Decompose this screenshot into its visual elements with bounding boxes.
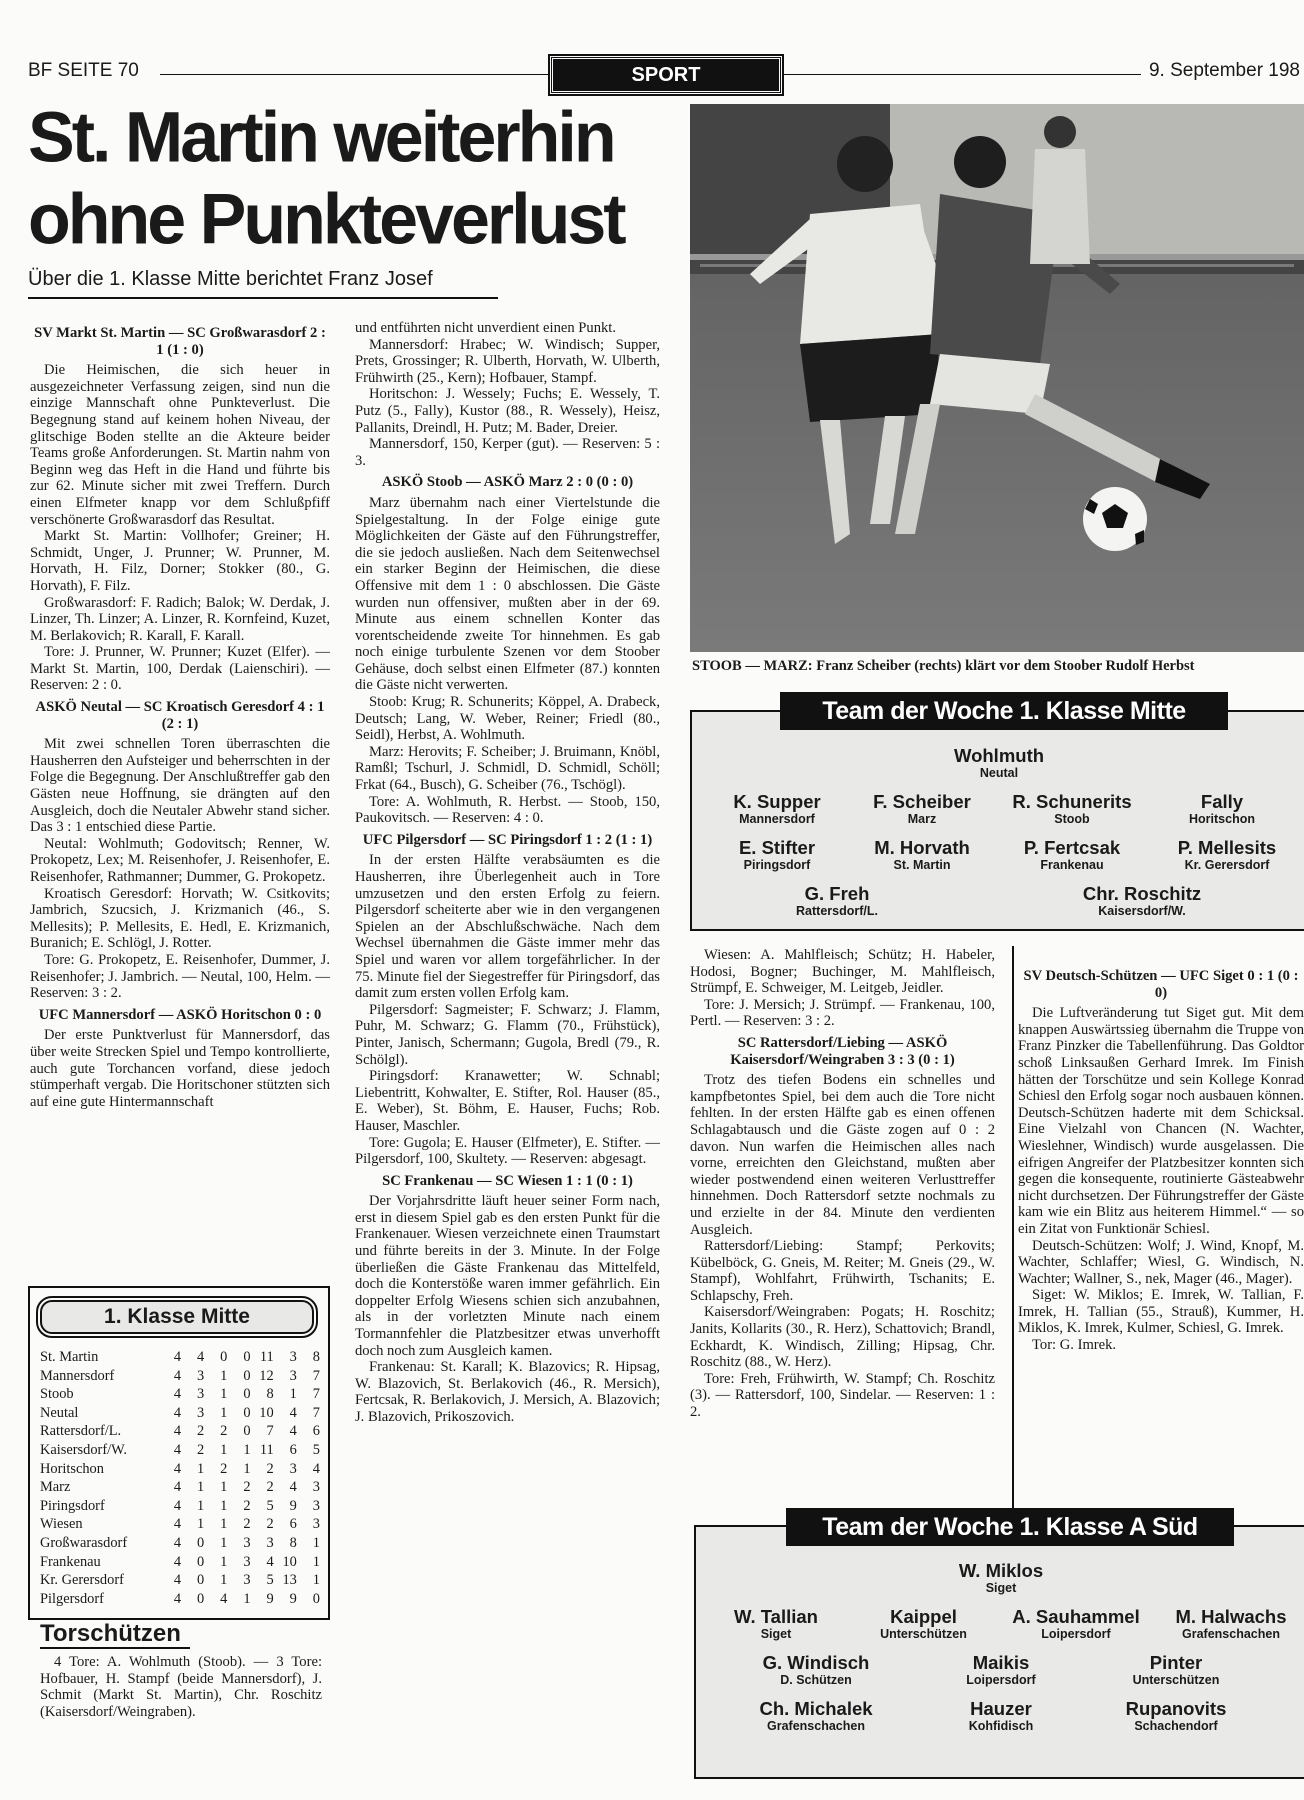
table-stat: 2: [220, 1423, 228, 1440]
team-player: G. Windisch D. Schützen: [762, 1652, 870, 1687]
table-stat: 7: [312, 1404, 320, 1421]
byline: Über die 1. Klasse Mitte berichtet Franz Josef: [28, 268, 433, 290]
table-stat: 3: [243, 1553, 251, 1570]
team-player: F. Scheiber Marz: [873, 791, 971, 826]
table-club: Pilgersdorf: [40, 1590, 104, 1607]
table-stat: 0: [243, 1386, 251, 1403]
table-row: [40, 1404, 320, 1423]
table-club: Neutal: [40, 1404, 79, 1421]
match-title: SC Rattersdorf/Liebing — ASKÖ Kaisersdorf/Weingraben 3 : 3 (0 : 1): [730, 1034, 955, 1068]
table-stat: 13: [282, 1572, 297, 1589]
table-row: [40, 1367, 320, 1386]
table-stat: 4: [220, 1590, 228, 1607]
table-stat: 5: [266, 1572, 274, 1589]
lineup: Pilgersdorf: Sagmeister; F. Schwarz; J. Flamm, Puhr, M. Schwarz; G. Flamm (70., Frühstück), Pinter, Janisch, Schermann; Gugola, Bredl (79., R. Schölgl).: [355, 1001, 660, 1068]
team-player: P. Mellesits Kr. Gerersdorf: [1177, 837, 1277, 872]
match-facts: Tor: G. Imrek.: [1032, 1337, 1117, 1354]
table-stat: 3: [312, 1497, 320, 1514]
team-player: A. Sauhammel Loipersdorf: [1012, 1606, 1140, 1641]
match-report: Die Luftveränderung tut Siget gut. Mit dem knappen Auswärtssieg übernahm die Truppe von Franz Pinzker die Tabellenführung. Das Goldtor schoß Linksaußen Gerhard Imrek. Im Finish hätten der Torschütze und sein Kollege Konrad Schiesl den Erfolg sogar noch ausbauen können. Deutsch-Schützen haderte mit dem Schicksal. Eine Vielzahl von Chancen (N. Wachter, Wieslehner, Windisch) wurde ausgelassen. Die eifrigen Angreifer der Platzbesitzer konnten sich gegen die konsequente, routinierte Gästeabwehr nicht durchsetzen. Der Führungstreffer der Gäste kam wie ein Blitz aus heiterem Himmel.“ — so ein Zitat von Funktionär Schiesl.: [1018, 1005, 1304, 1237]
table-stat: 1: [220, 1534, 228, 1551]
table-club: Horitschon: [40, 1460, 104, 1477]
match-title: ASKÖ Neutal — SC Kroatisch Geresdorf 4 : 1 (2 : 1): [35, 699, 325, 732]
table-stat: 0: [197, 1572, 205, 1589]
league-table: [40, 1348, 320, 1608]
table-stat: 4: [173, 1553, 182, 1570]
lineup: Horitschon: J. Wessely; Fuchs; E. Wessely, T. Putz (5., Fally), Kustor (88., R. Wessely), Heisz, Pallanits, Dreindl, H. Putz; M. Bader, Dreier.: [355, 386, 660, 436]
table-row: [40, 1497, 320, 1516]
table-club: Kr. Gerersdorf: [40, 1572, 124, 1589]
table-stat: 4: [173, 1572, 182, 1589]
match-facts: Tore: Freh, Frühwirth, W. Stampf; Ch. Roschitz (3). — Rattersdorf, 100, Sindelar. — Reserven: 1 : 2.: [690, 1370, 995, 1421]
table-stat: 6: [289, 1441, 297, 1458]
table-stat: 2: [197, 1441, 205, 1458]
table-stat: 9: [289, 1590, 297, 1607]
table-stat: 4: [312, 1460, 320, 1477]
table-club: Mannersdorf: [40, 1367, 115, 1384]
table-stat: 2: [243, 1497, 251, 1514]
table-club: Kaisersdorf/W.: [40, 1441, 127, 1458]
table-stat: 4: [173, 1349, 182, 1365]
table-stat: 2: [220, 1460, 228, 1477]
table-club: Frankenau: [40, 1553, 101, 1570]
table-row: [40, 1590, 320, 1609]
table-stat: 8: [312, 1349, 320, 1365]
table-row: [40, 1534, 320, 1553]
table-stat: 4: [289, 1423, 297, 1440]
team-of-week-mitte: [690, 710, 1304, 931]
team-player: R. Schunerits Stoob: [1012, 791, 1132, 826]
table-stat: 1: [243, 1590, 251, 1607]
scorers-rule: [40, 1647, 190, 1649]
lineup: Marz: Herovits; F. Scheiber; J. Bruimann, Knöbl, Ramßl; Tschurl, J. Schmidl, D. Schmidl, Schöll; Frkat (64., Busch), G. Scheiber (76., Tschögl).: [355, 743, 660, 794]
team-player: Hauzer Kohfidisch: [968, 1698, 1034, 1733]
table-stat: 10: [259, 1404, 274, 1421]
table-club: Marz: [40, 1479, 71, 1496]
scorers-heading: Torschützen: [40, 1620, 181, 1647]
table-row: [40, 1478, 320, 1497]
table-stat: 0: [243, 1367, 251, 1384]
team-player: Pinter Unterschützen: [1132, 1652, 1220, 1687]
table-stat: 4: [173, 1479, 182, 1496]
table-row: [40, 1422, 320, 1441]
table-stat: 1: [289, 1386, 297, 1403]
table-stat: 3: [266, 1534, 274, 1551]
lineup: Wiesen: A. Mahlfleisch; Schütz; H. Habeler, Hodosi, Bogner; Buchinger, M. Mahlfleisch, Strümpf, E. Schweiger, M. Leitgeb, Jeidler.: [690, 947, 995, 997]
headline: St. Martin weiterhin ohne Punkteverlust: [28, 97, 624, 259]
scorers-list: [40, 1654, 322, 1720]
table-stat: 1: [197, 1516, 205, 1533]
table-club: Großwarasdorf: [40, 1534, 128, 1551]
table-club: Wiesen: [40, 1516, 83, 1533]
table-stat: 8: [266, 1386, 274, 1403]
table-stat: 2: [266, 1516, 274, 1533]
table-stat: 2: [197, 1423, 205, 1440]
table-stat: 4: [173, 1367, 182, 1384]
table-stat: 2: [243, 1479, 251, 1496]
table-stat: 4: [266, 1553, 274, 1570]
match-report: In der ersten Hälfte verabsäumten es die Hausherren, ihre Überlegenheit auch in Tore umzusetzen und den ersten Erfolg zu feiern. Pilgersdorf scheiterte aber wie in den vergangenen Spielen an der Abschlußschwäche. Nach dem Wechsel übernahmen die Gäste immer mehr das Spiel und waren vor allem torgefährlicher. In der 75. Minute fiel der Siegestreffer für Piringsdorf, das damit zum ersten vollen Erfolg kam.: [355, 852, 660, 1002]
column-3: [690, 947, 995, 1421]
table-stat: 3: [243, 1572, 251, 1589]
table-stat: 4: [173, 1404, 182, 1421]
lineup: Siget: W. Miklos; E. Imrek, W. Tallian, F. Imrek, H. Tallian (55., Strauß), Kummer, H. Miklos, K. Imrek, Kulmer, Schiesl, G. Imrek.: [1018, 1287, 1304, 1337]
table-club: Rattersdorf/L.: [40, 1423, 122, 1440]
table-stat: 12: [259, 1367, 274, 1384]
table-stat: 7: [312, 1386, 320, 1403]
table-stat: 0: [197, 1553, 205, 1570]
table-stat: 4: [197, 1349, 205, 1365]
table-stat: 4: [173, 1386, 182, 1403]
team-player: W. Miklos Siget: [958, 1560, 1044, 1595]
section-label: SPORT: [550, 56, 782, 94]
table-club: Piringsdorf: [40, 1497, 105, 1514]
table-stat: 3: [289, 1367, 297, 1384]
table-stat: 1: [220, 1386, 228, 1403]
table-stat: 4: [173, 1534, 182, 1551]
match-report: Der Vorjahrsdritte läuft heuer seiner Form nach, erst in diesem Spiel gab es den ersten Punkt für die Frankenauer. Wiesen verzeichnete einen Traumstart und führte bereits in der 3. Minute. In der Folge überließen die Gäste Frankenau das Mittelfeld, doch die Konterstöße waren immer gefährlich. Ein doppelter Erfolg Wiesens schien sich anzubahnen, als in der vorletzten Minute nach einem Tormannfehler die Platzbesitzer etwas unverhofft doch noch zum Ausgleich kamen.: [355, 1193, 660, 1359]
column-1: [30, 320, 330, 1110]
lineup: Großwarasdorf: F. Radich; Balok; W. Derdak, J. Linzer, Th. Linzer; A. Linzer, R. Kornfeind, Kuzet, M. Berlakovich; R. Karall, F. Karall.: [30, 594, 330, 644]
table-stat: 0: [220, 1349, 228, 1365]
column-divider: [1012, 946, 1014, 1508]
table-stat: 4: [173, 1590, 182, 1607]
table-stat: 0: [197, 1534, 205, 1551]
table-stat: 4: [173, 1497, 182, 1514]
match-photo: [690, 104, 1304, 652]
table-stat: 3: [197, 1367, 205, 1384]
match-title: UFC Mannersdorf — ASKÖ Horitschon 0 : 0: [38, 1006, 322, 1023]
team-player: Wohlmuth Neutal: [953, 745, 1045, 780]
table-stat: 0: [312, 1590, 320, 1607]
table-stat: 0: [243, 1423, 251, 1440]
table-stat: 3: [312, 1479, 320, 1496]
league-table-title: 1. Klasse Mitte: [40, 1300, 314, 1334]
table-row: [40, 1441, 320, 1460]
table-stat: 3: [243, 1534, 251, 1551]
lineup: Neutal: Wohlmuth; Godovitsch; Renner, W. Prokopetz, Lex; M. Reisenhofer, J. Reisenhofer, E. Reisenhofer, Rathmanner; Dummer, G. Prokopetz.: [30, 835, 330, 885]
table-stat: 6: [289, 1516, 297, 1533]
table-stat: 1: [220, 1441, 228, 1458]
table-stat: 2: [266, 1460, 274, 1477]
byline-rule: [28, 297, 498, 299]
lineup: Markt St. Martin: Vollhofer; Greiner; H. Schmidt, Unger, J. Prunner; W. Prunner, M. Horvath, H. Filz, Dorner; Stokker (80., G. Horvath), F. Filz.: [30, 528, 330, 594]
column-4: [1018, 963, 1304, 1354]
team-player: Rupanovits Schachendorf: [1125, 1698, 1227, 1733]
table-stat: 6: [312, 1423, 320, 1440]
team-of-week-title: Team der Woche 1. Klasse Mitte: [780, 692, 1228, 730]
team-player: M. Halwachs Grafenschachen: [1175, 1606, 1287, 1641]
table-stat: 1: [197, 1460, 205, 1477]
table-stat: 2: [266, 1479, 274, 1496]
team-player: E. Stifter Piringsdorf: [738, 837, 816, 872]
team-player: G. Freh Rattersdorf/L.: [796, 883, 878, 918]
lineup: Piringsdorf: Kranawetter; W. Schnabl; Liebentritt, Kohwalter, E. Stifter, Rol. Hauser (85., E. Weber), St. Böhm, E. Hauser, Fuchs; Rob. Hauser, Maschler.: [355, 1068, 660, 1134]
table-stat: 1: [312, 1534, 320, 1551]
match-report: Der erste Punktverlust für Mannersdorf, das über weite Strecken Spiel und Tempo kontrollierte, auch gute Torchancen vorfand, diese jedoch stümperhaft vergab. Die Horitschoner stützten sich auf eine gute Hintermannschaft: [30, 1027, 330, 1110]
match-facts: Tore: A. Wohlmuth, R. Herbst. — Stoob, 150, Paukovitsch. — Reserven: 4 : 0.: [355, 793, 660, 827]
table-stat: 5: [266, 1497, 274, 1514]
table-stat: 1: [220, 1572, 228, 1589]
table-stat: 1: [220, 1479, 228, 1496]
team-player: P. Fertcsak Frankenau: [1023, 837, 1121, 872]
table-stat: 3: [289, 1349, 297, 1365]
match-title: ASKÖ Stoob — ASKÖ Marz 2 : 0 (0 : 0): [381, 474, 634, 491]
match-title: SV Markt St. Martin — SC Großwarasdorf 2 : 1 (1 : 0): [34, 325, 326, 358]
page-number: BF SEITE 70: [28, 60, 147, 82]
match-facts: Tore: Gugola; E. Hauser (Elfmeter), E. Stifter. — Pilgersdorf, 100, Skultety. — Reserven: abgesagt.: [355, 1134, 660, 1168]
table-club: St. Martin: [40, 1349, 99, 1365]
football-players-illustration: [690, 104, 1304, 652]
team-of-week-sued: [694, 1525, 1304, 1779]
match-report-continued: und entführten nicht unverdient einen Punkt.: [355, 320, 617, 336]
match-report: Die Heimischen, die sich heuer in ausgezeichneter Verfassung zeigen, sind nun die einzige Mannschaft ohne Punkteverlust. Die Begegnung stand auf keinem hohen Niveau, der glitschige Boden stellte an die Akteure beider Teams große Anforderungen. St. Martin nahm von Beginn weg das Heft in die Hand und führte bis zur 62. Minute sicher mit zwei Treffern. Durch einen Elfmeter knapp vor dem Schlußpfiff verschönerte Großwarasdorf das Resultat.: [30, 362, 330, 528]
table-stat: 1: [220, 1497, 228, 1514]
table-row: [40, 1553, 320, 1572]
table-stat: 8: [289, 1534, 297, 1551]
table-stat: 4: [173, 1516, 182, 1533]
team-player: M. Horvath St. Martin: [874, 837, 970, 872]
table-stat: 0: [243, 1404, 251, 1421]
table-stat: 3: [197, 1404, 205, 1421]
lineup: Kroatisch Geresdorf: Horvath; W. Csitkovits; Jambrich, Szucsich, J. Krizmanich (46., S. Mellesits); P. Mellesits, E. Hedl, E. Krizmanich, Buranich; E. Schlögl, J. Rotter.: [30, 885, 330, 952]
table-stat: 10: [282, 1553, 297, 1570]
table-stat: 7: [312, 1367, 320, 1384]
team-player: Maikis Loipersdorf: [966, 1652, 1036, 1687]
team-player: Fally Horitschon: [1189, 791, 1255, 826]
team-of-week-title: Team der Woche 1. Klasse A Süd: [786, 1508, 1234, 1546]
match-report: Marz übernahm nach einer Viertelstunde die Spielgestaltung. In der Folge einige gute Möglichkeiten der Gäste auf den Führungstreffer, die sie jedoch ausließen. Nach dem Seitenwechsel ein starker Beginn der Heimischen, die diese Offensive mit dem 1 : 0 abschlossen. Die Gäste wurden nun offensiver, mußten aber in der 69. Minute aus einem schnellen Konter das vorentscheidende zweite Tor hinnehmen. Es gab noch einige turbulente Szenen vor dem Stoober Gehäuse, doch selbst einen Elfmeter (87.) konnten die Gäste nicht verwerten.: [355, 494, 660, 694]
match-facts: Tore: J. Prunner, W. Prunner; Kuzet (Elfer). — Markt St. Martin, 100, Derdak (Laienschiri). — Reserven: 2 : 0.: [30, 644, 330, 694]
table-stat: 0: [243, 1349, 251, 1365]
team-player: W. Tallian Siget: [734, 1606, 818, 1641]
match-report: Trotz des tiefen Bodens ein schnelles und kampfbetontes Spiel, bei dem auch die Tore nicht fehlten. In der ersten Hälfte gab es einen offenen Schlagabtausch und die Gäste zogen auf 0 : 2 davon. Nun warfen die Heimischen alles nach vorne, erreichten den Gleichstand, mußten aber wieder postwendend einen weiteren Verlusttreffer hinnehmen. Doch Rattersdorf setzte nochmals zu und erzielte in der 84. Minute den verdienten Ausgleich.: [690, 1072, 995, 1238]
lineup: Mannersdorf: Hrabec; W. Windisch; Supper, Prets, Grossinger; R. Ulberth, Horvath, W. Ulberth, Frühwirth (25., Kern); Hofbauer, Stampf.: [355, 336, 660, 386]
table-stat: 1: [312, 1553, 320, 1570]
table-stat: 1: [243, 1441, 251, 1458]
team-player: Ch. Michalek Grafenschachen: [759, 1698, 873, 1733]
table-row: [40, 1460, 320, 1479]
table-stat: 3: [312, 1516, 320, 1533]
lineup: Kaisersdorf/Weingraben: Pogats; H. Roschitz; Janits, Kollarits (30., R. Herz), Schattovich; Brandl, Eckhardt, K. Windisch, Zilling; Hipsag, Chr. Roschitz (88., W. Herz).: [690, 1304, 995, 1371]
table-stat: 1: [243, 1460, 251, 1477]
match-facts: Mannersdorf, 150, Kerper (gut). — Reserven: 5 : 3.: [355, 436, 660, 469]
table-stat: 4: [289, 1404, 297, 1421]
match-title: UFC Pilgersdorf — SC Piringsdorf 1 : 2 (1 : 1): [362, 831, 653, 848]
table-row: [40, 1515, 320, 1534]
table-row: [40, 1348, 320, 1367]
match-title: SV Deutsch-Schützen — UFC Siget 0 : 1 (0 : 0): [1023, 968, 1299, 1001]
table-stat: 4: [173, 1441, 182, 1458]
table-stat: 0: [197, 1590, 205, 1607]
table-stat: 1: [312, 1572, 320, 1589]
issue-date: 9. September 198: [1141, 60, 1300, 82]
table-row: [40, 1571, 320, 1590]
table-stat: 2: [243, 1516, 251, 1533]
match-facts: Tore: G. Prokopetz, E. Reisenhofer, Dummer, J. Reisenhofer; J. Jambrich. — Neutal, 100, Helm. — Reserven: 3 : 2.: [30, 951, 330, 1002]
table-stat: 3: [289, 1460, 297, 1477]
table-stat: 7: [266, 1423, 274, 1440]
lineup: Deutsch-Schützen: Wolf; J. Wind, Knopf, M. Wachter, Schlaffer; Wiesl, G. Windisch, N. Wachter; Wallner, S., nek, Mager (46., Mager).: [1018, 1237, 1304, 1287]
table-stat: 1: [220, 1516, 228, 1533]
table-stat: 1: [197, 1497, 205, 1514]
table-stat: 4: [173, 1460, 182, 1477]
lineup: Frankenau: St. Karall; K. Blazovics; R. Hipsag, W. Blazovich, St. Berlakovich (46., R. Mersich), Fertcsak, R. Berlakovich, J. Mersich, A. Blazovich; J. Blazovich, Prikoszovich.: [355, 1359, 660, 1425]
table-stat: 11: [259, 1349, 274, 1365]
table-stat: 3: [197, 1386, 205, 1403]
table-stat: 1: [220, 1404, 228, 1421]
table-stat: 11: [259, 1441, 274, 1458]
table-stat: 4: [173, 1423, 182, 1440]
table-row: [40, 1385, 320, 1404]
table-stat: 1: [197, 1479, 205, 1496]
table-stat: 9: [289, 1497, 297, 1514]
match-title: SC Frankenau — SC Wiesen 1 : 1 (0 : 1): [382, 1172, 633, 1189]
table-stat: 1: [220, 1367, 228, 1384]
lineup: Rattersdorf/Liebing: Stampf; Perkovits; Kübelböck, G. Gneis, M. Reiter; M. Gneis (29., W. Stampf), Wohlfahrt, Frühwirth, Tschanits; E. Schlapschy, Freh.: [690, 1238, 995, 1304]
table-stat: 5: [312, 1441, 320, 1458]
column-2: [355, 320, 660, 1426]
match-facts: Tore: J. Mersich; J. Strümpf. — Frankenau, 100, Pertl. — Reserven: 3 : 2.: [690, 996, 995, 1030]
team-player: K. Supper Mannersdorf: [733, 791, 821, 826]
table-stat: 9: [266, 1590, 274, 1607]
photo-caption: STOOB — MARZ: Franz Scheiber (rechts) klärt vor dem Stoober Rudolf Herbst: [692, 658, 1195, 674]
scorers-text: 4 Tore: A. Wohlmuth (Stoob). — 3 Tore: Hofbauer, H. Stampf (beide Mannersdorf), J. Schmit (Markt St. Martin), Chr. Roschitz (Kaisersdorf/Weingraben).: [40, 1654, 322, 1720]
team-player: Chr. Roschitz Kaisersdorf/W.: [1082, 883, 1202, 918]
table-stat: 4: [289, 1479, 297, 1496]
table-club: Stoob: [40, 1386, 74, 1403]
team-player: Kaippel Unterschützen: [880, 1606, 967, 1641]
match-report: Mit zwei schnellen Toren überraschten die Hausherren den Aufsteiger und beherrschten in der Folge die Begegnung. Der Anschlußtreffer gab den Gästen neue Hoffnung, sie drängten auf den Ausgleich, doch die Neutaler Abwehr stand sicher. Das 3 : 1 entschied diese Partie.: [30, 736, 330, 836]
table-stat: 1: [220, 1553, 228, 1570]
lineup: Stoob: Krug; R. Schunerits; Köppel, A. Drabeck, Deutsch; Lang, W. Weber, Reiner; Friedl (80., Seidl), Herbst, A. Wohlmuth.: [355, 694, 660, 744]
